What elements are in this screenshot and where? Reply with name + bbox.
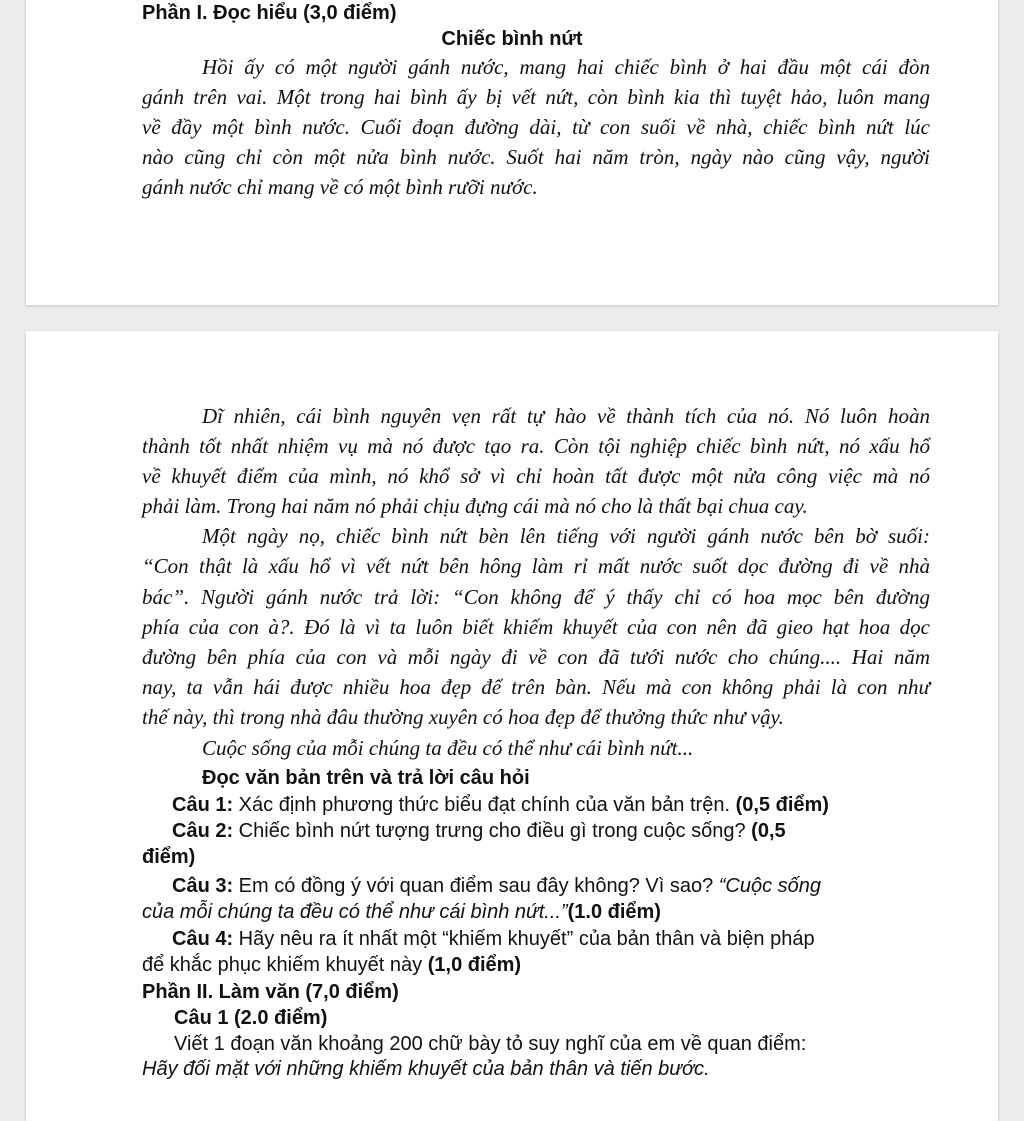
question-4 bbox=[172, 926, 930, 952]
passage-title: Chiếc bình nứt bbox=[441, 28, 583, 50]
question-3-quote-cont: của mỗi chúng ta đều có thể như cái bình nứt...” bbox=[142, 901, 568, 923]
question-2-text: Chiếc bình nứt tượng trưng cho điều gì trong cuộc sống? bbox=[233, 820, 752, 842]
passage-line: Dĩ nhiên, cái bình nguyên vẹn rất tự hào về thành tích của nó. Nó luôn hoàn bbox=[202, 404, 930, 428]
question-2 bbox=[172, 818, 930, 844]
essay-prompt-line: Viết 1 đoạn văn khoảng 200 chữ bày tỏ suy nghĩ của em về quan điểm: bbox=[174, 1033, 807, 1055]
part2-heading: Phần II. Làm văn (7,0 điểm) bbox=[142, 981, 399, 1003]
passage-line: Hồi ấy có một người gánh nước, mang hai chiếc bình ở hai đầu một cái đòn bbox=[202, 55, 930, 79]
question-4-text: Hãy nêu ra ít nhất một “khiếm khuyết” của bản thân và biện pháp bbox=[233, 928, 815, 950]
question-1-label: Câu 1: bbox=[172, 794, 234, 816]
passage-line: nay, ta vẫn hái được nhiều hoa đẹp để trên bàn. Nếu mà con không phải là con như bbox=[142, 675, 930, 699]
passage-line: “Con thật là xấu hổ vì vết nứt bên hông làm rỉ mất nước suốt dọc đường đi về nhà bbox=[142, 554, 930, 578]
question-1-text: Xác định phương thức biểu đạt chính của văn bản trện. bbox=[233, 794, 736, 816]
question-2-points-cont: điểm) bbox=[142, 846, 196, 868]
passage-line: thế này, thì trong nhà đâu thường xuyên có hoa đẹp để thưởng thức như vậy. bbox=[142, 705, 784, 729]
question-2-points: (0,5 bbox=[751, 820, 786, 842]
passage-line: Một ngày nọ, chiếc bình nứt bèn lên tiếng với người gánh nước bên bờ suối: bbox=[202, 524, 930, 548]
question-2-label: Câu 2: bbox=[172, 820, 234, 842]
passage-line: về khuyết điểm của mình, nó khổ sở vì chỉ hoàn tất được một nửa công việc mà nó bbox=[142, 464, 930, 488]
part1-heading: Phần I. Đọc hiểu (3,0 điểm) bbox=[142, 2, 397, 24]
question-4-text-cont: để khắc phục khiếm khuyết này bbox=[142, 954, 428, 976]
question-3-quote: “Cuộc sống bbox=[718, 875, 822, 897]
question-3-text: Em có đồng ý với quan điểm sau đây không? Vì sao? bbox=[233, 875, 719, 897]
passage-closing-line: Cuộc sống của mỗi chúng ta đều có thể như cái bình nứt... bbox=[202, 736, 694, 760]
question-3-points: (1.0 điểm) bbox=[567, 901, 661, 923]
passage-line: bác”. Người gánh nước trả lời: “Con không để ý thấy chỉ có hoa mọc bên đường bbox=[142, 585, 930, 609]
passage-line: nào cũng chỉ còn một nửa bình nước. Suốt hai năm tròn, ngày nào cũng vậy, người bbox=[142, 145, 930, 169]
instruction-heading: Đọc văn bản trên và trả lời câu hỏi bbox=[202, 767, 530, 789]
passage-line: phía của con à?. Đó là vì ta luôn biết khiếm khuyết của con nên đã gieo hạt hoa dọc bbox=[142, 615, 930, 639]
essay-question-heading: Câu 1 (2.0 điểm) bbox=[174, 1007, 328, 1029]
question-4-label: Câu 4: bbox=[172, 928, 234, 950]
passage-line: gánh trên vai. Một trong hai bình ấy bị vết nứt, còn bình kia thì tuyệt hảo, luôn mang bbox=[142, 85, 930, 109]
question-3 bbox=[172, 873, 930, 899]
passage-line: thành tốt nhất nhiệm vụ mà nó được tạo ra. Còn tội nghiệp chiếc bình nứt, nó xấu hổ bbox=[142, 434, 930, 458]
question-4-points: (1,0 điểm) bbox=[427, 954, 522, 976]
passage-line: phải làm. Trong hai năm nó phải chịu đựng cái mà nó cho là thất bại chua cay. bbox=[142, 494, 808, 518]
document-page-1 bbox=[26, 0, 998, 305]
passage-line: đường bên phía của con và mỗi ngày đi về con đã tưới nước cho chúng.... Hai năm bbox=[142, 645, 930, 669]
essay-prompt-quote: Hãy đối mặt với những khiếm khuyết của bản thân và tiến bước. bbox=[142, 1058, 710, 1080]
document-page-2 bbox=[26, 331, 998, 1121]
passage-line: gánh nước chỉ mang về có một bình rưỡi nước. bbox=[142, 175, 538, 199]
question-3-cont bbox=[142, 899, 930, 925]
question-1 bbox=[172, 792, 930, 818]
question-3-label: Câu 3: bbox=[172, 875, 234, 897]
question-1-points: (0,5 điểm) bbox=[735, 794, 829, 816]
question-4-cont bbox=[142, 952, 930, 978]
passage-line: về đầy một bình nước. Cuối đoạn đường dài, từ con suối về nhà, chiếc bình nứt lúc bbox=[142, 115, 930, 139]
